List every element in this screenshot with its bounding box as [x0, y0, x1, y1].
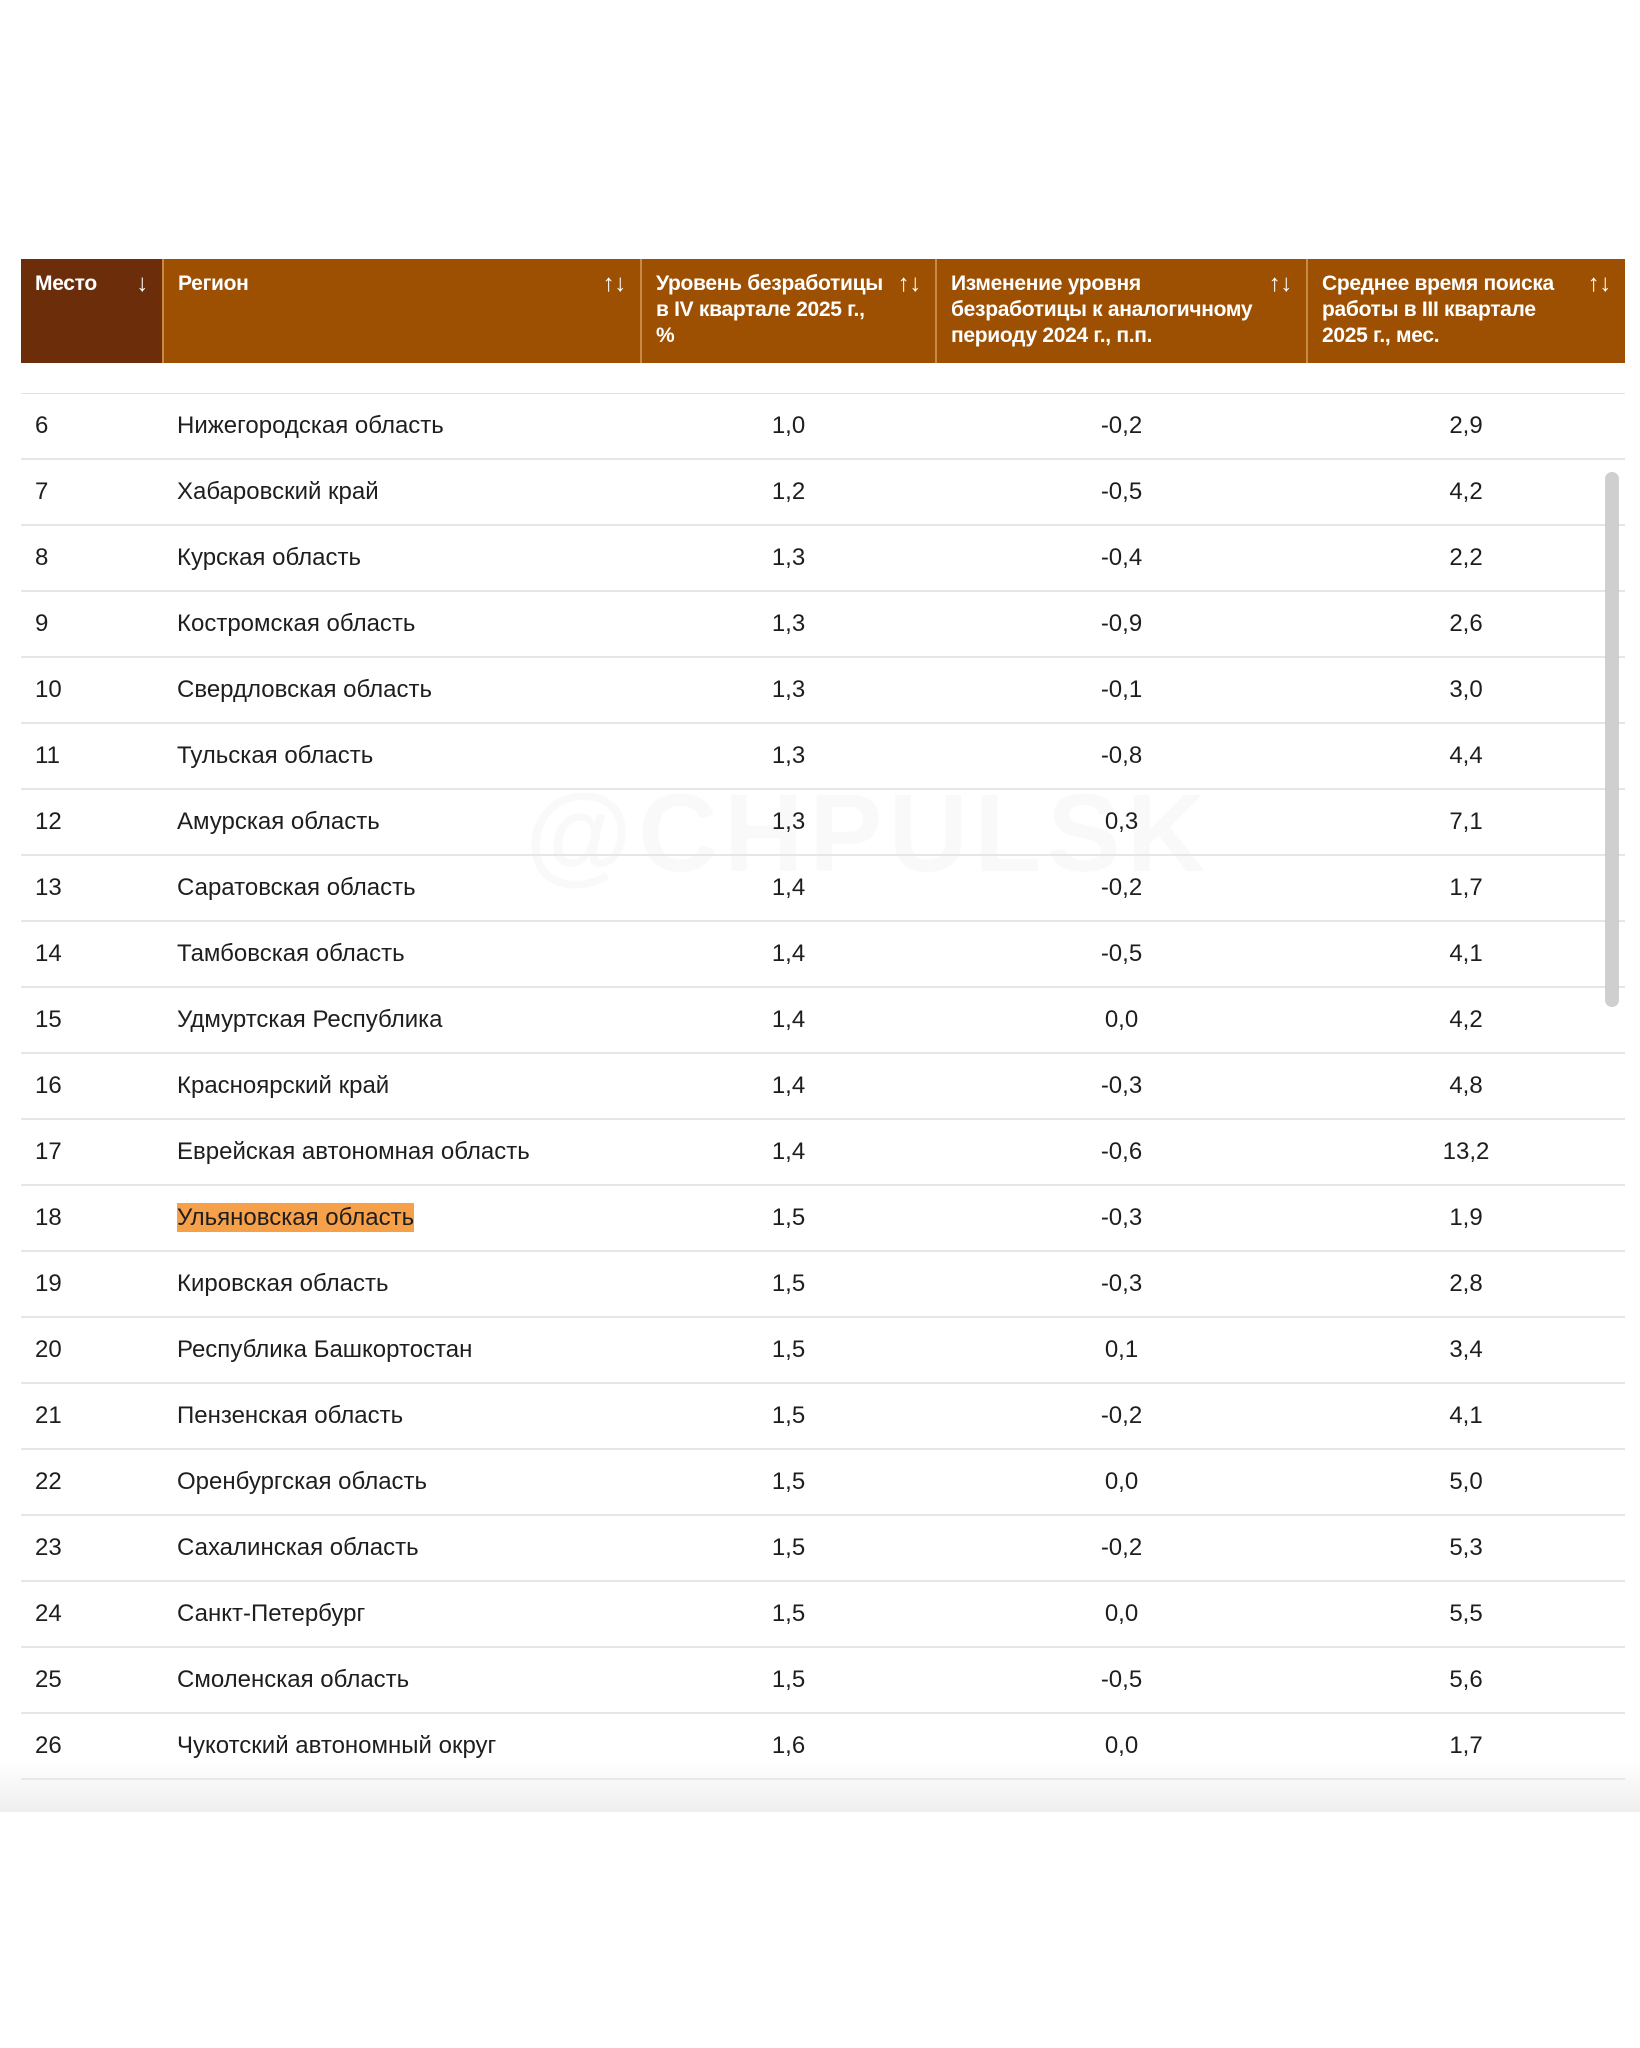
- cell-place: [21, 525, 163, 591]
- cell-region: [163, 723, 641, 789]
- cell-region: [163, 459, 641, 525]
- cell-rate-change: [936, 1185, 1307, 1251]
- cell-region-text: Хабаровский край: [177, 478, 379, 505]
- cell-unemployment-rate-text: 1,5: [771, 1270, 806, 1297]
- cell-region: [163, 789, 641, 855]
- cell-unemployment-rate-text: 1,4: [771, 874, 806, 901]
- cell-rate-change: [936, 1713, 1307, 1779]
- cell-region-text: Тульская область: [177, 742, 374, 769]
- cell-place-text: 25: [35, 1666, 62, 1693]
- cell-search-time-text: 5,6: [1449, 1666, 1483, 1693]
- cell-rate-change-text: -0,2: [1100, 1402, 1143, 1429]
- cell-region-text: Кировская область: [177, 1270, 389, 1297]
- cell-place: [21, 1053, 163, 1119]
- sort-toggle-icon[interactable]: ↑↓: [897, 270, 921, 297]
- cell-search-time: [1307, 1581, 1625, 1647]
- cell-rate-change-text: -0,3: [1100, 1270, 1143, 1297]
- cell-unemployment-rate: [641, 1185, 936, 1251]
- table-row: [21, 1119, 1625, 1185]
- cell-place-text: 21: [35, 1402, 62, 1429]
- cell-region-text: Еврейская автономная область: [177, 1138, 530, 1165]
- cell-place-text: 12: [35, 808, 62, 835]
- cell-unemployment-rate-text: 1,5: [771, 1468, 806, 1495]
- cell-region: [163, 525, 641, 591]
- cell-unemployment-rate: [641, 723, 936, 789]
- column-header-region[interactable]: [163, 259, 641, 363]
- cell-place-text: 17: [35, 1138, 62, 1165]
- cell-place-text: 20: [35, 1336, 62, 1363]
- cell-rate-change-text: -0,9: [1100, 610, 1143, 637]
- cell-region-text: Красноярский край: [177, 1072, 390, 1099]
- cell-search-time-text: 5,3: [1449, 1534, 1483, 1561]
- cell-search-time-text: 3,0: [1449, 676, 1483, 703]
- cell-rate-change: [936, 1383, 1307, 1449]
- cell-search-time: [1307, 855, 1625, 921]
- cell-unemployment-rate: [641, 987, 936, 1053]
- cell-region: [163, 1317, 641, 1383]
- cell-unemployment-rate: [641, 525, 936, 591]
- cell-place: [21, 855, 163, 921]
- cell-rate-change-text: -0,6: [1100, 1138, 1143, 1165]
- cell-region-text: Свердловская область: [177, 676, 432, 703]
- table-row: [21, 591, 1625, 657]
- cell-place-text: 19: [35, 1270, 62, 1297]
- cell-unemployment-rate-text: 1,0: [771, 411, 806, 439]
- column-header-rate-change-label: Изменение уровня безработицы к аналогичному периоду 2024 г., п.п.: [951, 272, 1253, 347]
- table-row: [21, 921, 1625, 987]
- cell-place: [21, 789, 163, 855]
- cell-search-time: [1307, 1053, 1625, 1119]
- cell-rate-change: [936, 1581, 1307, 1647]
- cell-place: [21, 1647, 163, 1713]
- table-row: [21, 657, 1625, 723]
- cell-search-time: [1307, 723, 1625, 789]
- unemployment-ranking-table: [21, 259, 1625, 1780]
- cell-search-time: [1307, 1383, 1625, 1449]
- column-header-search-time[interactable]: [1307, 259, 1625, 363]
- cell-region-text: Смоленская область: [177, 1666, 410, 1693]
- cell-unemployment-rate: [641, 393, 936, 459]
- cell-unemployment-rate: [641, 1053, 936, 1119]
- table-row: [21, 1515, 1625, 1581]
- table-row: [21, 393, 1625, 459]
- cell-search-time-text: 5,5: [1449, 1600, 1483, 1627]
- cell-region-text: Санкт-Петербург: [177, 1600, 366, 1627]
- cell-search-time-text: 1,7: [1449, 874, 1483, 901]
- cell-region: [163, 855, 641, 921]
- cell-rate-change: [936, 525, 1307, 591]
- ranking-table-container: [21, 259, 1625, 1780]
- cell-unemployment-rate: [641, 1251, 936, 1317]
- cell-search-time: [1307, 1251, 1625, 1317]
- sort-toggle-icon[interactable]: ↑↓: [1268, 270, 1292, 297]
- cell-place: [21, 657, 163, 723]
- vertical-scrollbar-thumb[interactable]: [1605, 472, 1619, 1007]
- table-row: [21, 1251, 1625, 1317]
- cell-unemployment-rate-text: 1,5: [771, 1336, 806, 1363]
- cell-unemployment-rate-text: 1,4: [771, 1072, 806, 1099]
- cell-search-time-text: 4,2: [1449, 1006, 1483, 1033]
- cell-place-text: 7: [35, 478, 49, 505]
- cell-place: [21, 921, 163, 987]
- cell-place: [21, 1713, 163, 1779]
- cell-place-text: 9: [35, 610, 49, 637]
- cell-place-text: 8: [35, 544, 49, 571]
- cell-rate-change-text: 0,0: [1104, 1006, 1139, 1033]
- cell-search-time: [1307, 1515, 1625, 1581]
- cell-place-text: 11: [35, 742, 60, 769]
- cell-search-time-text: 1,9: [1449, 1204, 1483, 1231]
- table-row: [21, 1449, 1625, 1515]
- sort-descending-icon[interactable]: ↓: [136, 270, 148, 297]
- table-row: [21, 459, 1625, 525]
- cell-place-text: 10: [35, 676, 62, 703]
- column-header-region-label: Регион: [178, 272, 249, 295]
- cell-region-text: Сахалинская область: [177, 1534, 419, 1561]
- cell-unemployment-rate-text: 1,5: [771, 1534, 806, 1561]
- cell-search-time: [1307, 1713, 1625, 1779]
- cell-search-time: [1307, 789, 1625, 855]
- cell-place: [21, 591, 163, 657]
- column-header-rate-change[interactable]: [936, 259, 1307, 363]
- cell-rate-change: [936, 1317, 1307, 1383]
- cell-search-time-text: 7,1: [1449, 808, 1483, 835]
- cell-rate-change-text: -0,8: [1100, 742, 1143, 769]
- cell-place-text: 14: [35, 940, 62, 967]
- cell-place-text: 23: [35, 1534, 62, 1561]
- table-row: [21, 855, 1625, 921]
- cell-place: [21, 1581, 163, 1647]
- cell-region-text: Костромская область: [177, 610, 416, 637]
- table-row: [21, 723, 1625, 789]
- cell-region: [163, 591, 641, 657]
- cell-unemployment-rate-text: 1,6: [771, 1732, 806, 1759]
- cell-unemployment-rate: [641, 921, 936, 987]
- cell-search-time: [1307, 987, 1625, 1053]
- cell-rate-change: [936, 393, 1307, 459]
- table-row: [21, 987, 1625, 1053]
- table-row: [21, 1713, 1625, 1779]
- cell-place: [21, 1449, 163, 1515]
- table-row: [21, 1053, 1625, 1119]
- cell-unemployment-rate: [641, 1515, 936, 1581]
- cell-region: [163, 1581, 641, 1647]
- table-row: [21, 525, 1625, 591]
- column-header-place-label: Место: [35, 272, 97, 295]
- cell-place: [21, 1317, 163, 1383]
- cell-region-text: Курская область: [177, 544, 361, 571]
- cell-rate-change: [936, 459, 1307, 525]
- cell-rate-change-text: -0,5: [1100, 1666, 1143, 1693]
- table-spacer-row: [21, 363, 1625, 393]
- cell-search-time: [1307, 393, 1625, 459]
- cell-unemployment-rate-text: 1,5: [771, 1600, 806, 1627]
- cell-place-text: 16: [35, 1072, 62, 1099]
- cell-search-time: [1307, 1119, 1625, 1185]
- cell-search-time-text: 4,1: [1449, 940, 1483, 967]
- cell-region: [163, 921, 641, 987]
- cell-unemployment-rate: [641, 855, 936, 921]
- cell-region: [163, 1053, 641, 1119]
- sort-toggle-icon[interactable]: ↑↓: [602, 270, 626, 297]
- cell-rate-change: [936, 855, 1307, 921]
- cell-place: [21, 1185, 163, 1251]
- cell-search-time: [1307, 1449, 1625, 1515]
- cell-rate-change: [936, 657, 1307, 723]
- cell-unemployment-rate-text: 1,2: [771, 478, 806, 505]
- cell-rate-change-text: 0,3: [1104, 808, 1139, 835]
- cell-search-time: [1307, 1317, 1625, 1383]
- cell-place: [21, 1119, 163, 1185]
- cell-place: [21, 459, 163, 525]
- cell-search-time-text: 2,9: [1449, 411, 1483, 439]
- cell-search-time-text: 4,1: [1449, 1402, 1483, 1429]
- cell-unemployment-rate: [641, 1383, 936, 1449]
- cell-rate-change-text: 0,0: [1104, 1600, 1139, 1627]
- cell-unemployment-rate: [641, 657, 936, 723]
- cell-search-time-text: 5,0: [1449, 1468, 1483, 1495]
- table-row: [21, 1581, 1625, 1647]
- cell-place-text: 15: [35, 1006, 62, 1033]
- cell-rate-change-text: -0,5: [1100, 940, 1143, 967]
- column-header-unemployment-rate[interactable]: [641, 259, 936, 363]
- table-row: [21, 789, 1625, 855]
- cell-search-time: [1307, 525, 1625, 591]
- cell-region-text: Пензенская область: [177, 1402, 404, 1429]
- cell-region: [163, 1383, 641, 1449]
- cell-rate-change: [936, 1515, 1307, 1581]
- table-row: [21, 1185, 1625, 1251]
- cell-place-text: 18: [35, 1204, 62, 1231]
- cell-unemployment-rate-text: 1,5: [771, 1666, 806, 1693]
- cell-unemployment-rate: [641, 1581, 936, 1647]
- cell-region: [163, 1515, 641, 1581]
- cell-unemployment-rate-text: 1,3: [771, 676, 806, 703]
- cell-rate-change-text: -0,4: [1100, 544, 1143, 571]
- cell-region-text: Республика Башкортостан: [177, 1336, 473, 1363]
- table-row: [21, 1317, 1625, 1383]
- cell-region-text: Удмуртская Республика: [177, 1006, 443, 1033]
- cell-search-time-text: 4,4: [1449, 742, 1483, 769]
- column-header-place[interactable]: [21, 259, 163, 363]
- cell-place: [21, 393, 163, 459]
- cell-region-text: Нижегородская область: [177, 411, 444, 439]
- cell-region: [163, 1251, 641, 1317]
- cell-rate-change: [936, 789, 1307, 855]
- cell-rate-change-text: -0,2: [1100, 1534, 1143, 1561]
- cell-unemployment-rate: [641, 1449, 936, 1515]
- cell-place-text: 6: [35, 411, 49, 439]
- cell-place: [21, 987, 163, 1053]
- cell-search-time: [1307, 1647, 1625, 1713]
- cell-unemployment-rate: [641, 591, 936, 657]
- cell-search-time-text: 3,4: [1449, 1336, 1483, 1363]
- cell-unemployment-rate: [641, 1317, 936, 1383]
- cell-search-time: [1307, 1185, 1625, 1251]
- cell-rate-change: [936, 723, 1307, 789]
- cell-unemployment-rate-text: 1,5: [771, 1402, 806, 1429]
- cell-unemployment-rate-text: 1,4: [771, 1006, 806, 1033]
- cell-rate-change-text: 0,0: [1104, 1732, 1139, 1759]
- cell-search-time-text: 4,8: [1449, 1072, 1483, 1099]
- cell-rate-change: [936, 921, 1307, 987]
- column-header-search-time-label: Среднее время поиска работы в III квартале 2025 г., мес.: [1322, 272, 1554, 347]
- cell-unemployment-rate: [641, 789, 936, 855]
- cell-unemployment-rate: [641, 1647, 936, 1713]
- cell-rate-change: [936, 1647, 1307, 1713]
- cell-region: [163, 1647, 641, 1713]
- column-header-unemployment-rate-label: Уровень безработицы в IV квартале 2025 г., %: [656, 272, 883, 347]
- cell-unemployment-rate-text: 1,3: [771, 610, 806, 637]
- cell-place-text: 13: [35, 874, 62, 901]
- cell-unemployment-rate-text: 1,3: [771, 808, 806, 835]
- cell-unemployment-rate-text: 1,5: [771, 1204, 806, 1231]
- cell-region-text: Оренбургская область: [177, 1468, 428, 1495]
- cell-search-time: [1307, 459, 1625, 525]
- cell-region: [163, 1185, 641, 1251]
- cell-rate-change-text: 0,0: [1104, 1468, 1139, 1495]
- cell-search-time: [1307, 921, 1625, 987]
- cell-place: [21, 1251, 163, 1317]
- cell-rate-change: [936, 1449, 1307, 1515]
- cell-search-time-text: 4,2: [1449, 478, 1483, 505]
- cell-rate-change: [936, 591, 1307, 657]
- cell-search-time-text: 2,2: [1449, 544, 1483, 571]
- cell-region: [163, 1449, 641, 1515]
- cell-rate-change-text: 0,1: [1104, 1336, 1139, 1363]
- cell-place-text: 22: [35, 1468, 62, 1495]
- table-row: [21, 1647, 1625, 1713]
- table-row: [21, 1383, 1625, 1449]
- cell-rate-change-text: -0,1: [1100, 676, 1143, 703]
- cell-unemployment-rate: [641, 459, 936, 525]
- cell-search-time: [1307, 657, 1625, 723]
- cell-rate-change: [936, 1053, 1307, 1119]
- cell-rate-change-text: -0,5: [1100, 478, 1143, 505]
- cell-search-time-text: 13,2: [1442, 1138, 1490, 1165]
- table-body: [21, 363, 1625, 1779]
- highlighted-region-label: Ульяновская область: [177, 1204, 415, 1231]
- cell-place-text: 26: [35, 1732, 62, 1759]
- cell-unemployment-rate-text: 1,3: [771, 742, 806, 769]
- cell-region: [163, 657, 641, 723]
- cell-search-time: [1307, 591, 1625, 657]
- cell-unemployment-rate: [641, 1713, 936, 1779]
- sort-toggle-icon[interactable]: ↑↓: [1587, 270, 1611, 297]
- cell-place-text: 24: [35, 1600, 62, 1627]
- cell-place: [21, 1383, 163, 1449]
- cell-rate-change-text: -0,2: [1100, 874, 1143, 901]
- cell-rate-change: [936, 987, 1307, 1053]
- cell-unemployment-rate-text: 1,4: [771, 940, 806, 967]
- cell-region: [163, 393, 641, 459]
- cell-region-text: Чукотский автономный округ: [177, 1732, 497, 1759]
- cell-unemployment-rate-text: 1,4: [771, 1138, 806, 1165]
- cell-rate-change: [936, 1119, 1307, 1185]
- cell-search-time-text: 2,8: [1449, 1270, 1483, 1297]
- cell-rate-change-text: -0,3: [1100, 1072, 1143, 1099]
- cell-place: [21, 1515, 163, 1581]
- cell-search-time-text: 2,6: [1449, 610, 1483, 637]
- cell-region-text: Амурская область: [177, 808, 380, 835]
- cell-rate-change: [936, 1251, 1307, 1317]
- cell-region-text: Саратовская область: [177, 874, 416, 901]
- cell-unemployment-rate: [641, 1119, 936, 1185]
- cell-rate-change-text: -0,3: [1100, 1204, 1143, 1231]
- cell-region-text: Тамбовская область: [177, 940, 405, 967]
- cell-rate-change-text: -0,2: [1100, 411, 1143, 439]
- table-header-row: [21, 259, 1625, 363]
- cell-region: [163, 1713, 641, 1779]
- cell-unemployment-rate-text: 1,3: [771, 544, 806, 571]
- cell-region: [163, 1119, 641, 1185]
- cell-search-time-text: 1,7: [1449, 1732, 1483, 1759]
- cell-place: [21, 723, 163, 789]
- cell-region: [163, 987, 641, 1053]
